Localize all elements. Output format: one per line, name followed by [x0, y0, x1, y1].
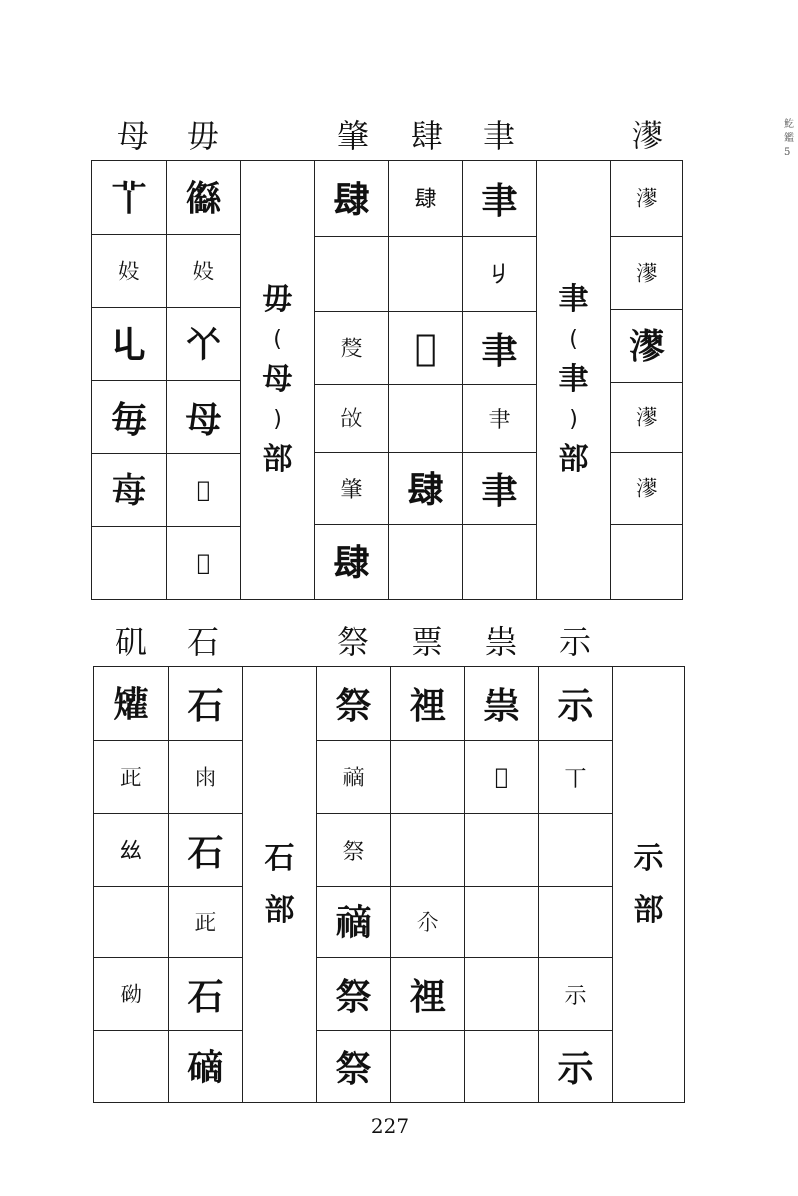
glyph-cell: 𤁸 — [635, 187, 658, 212]
radical-label: 示 部 — [633, 840, 664, 928]
glyph-cell-empty — [389, 384, 462, 452]
glyph-cell: 𨦿 — [389, 311, 462, 384]
glyph-cell-empty — [94, 886, 168, 957]
glyph-cell: 𥑑 — [94, 957, 168, 1030]
column-ji — [94, 667, 168, 1102]
glyph-cell: 𤁸 — [611, 382, 682, 452]
radical-label: 聿 ( 聿 ) 部 — [558, 282, 589, 477]
column-wu — [166, 161, 240, 599]
glyph-cell: 𥐓 — [112, 684, 149, 726]
header-mu: 母 — [116, 117, 149, 155]
glyph-cell: 𠀢 — [94, 740, 168, 813]
glyph-cell-empty — [463, 524, 536, 599]
header-sui: 祟 — [484, 623, 517, 661]
glyph-cell-empty — [315, 236, 388, 311]
glyph-cell-empty — [92, 526, 166, 599]
glyph-cell: 示 — [539, 957, 612, 1030]
glyph-cell: 𤁸 — [611, 452, 682, 524]
glyph-cell: 𢖟 — [185, 178, 222, 220]
radical-column-wu-mu — [240, 161, 314, 599]
header-zhao: 肇 — [336, 117, 369, 155]
column-shi2 — [538, 667, 612, 1102]
column-shi — [168, 667, 242, 1102]
glyph-cell: 𡚾 — [167, 234, 240, 307]
glyph-cell: 𥚃 — [391, 957, 464, 1030]
header-piao: 票 — [410, 623, 443, 661]
header-last: 𤁸 — [630, 117, 663, 155]
glyph-cell: 𨽸 — [414, 187, 437, 212]
header-ji2: 祭 — [336, 623, 369, 661]
glyph-cell: 祭 — [317, 813, 390, 886]
glyph-cell: 示 — [539, 1030, 612, 1102]
glyph-cell: 𠂈 — [463, 236, 536, 311]
glyph-cell: 聿 — [481, 181, 518, 222]
glyph-cell: 聿 — [463, 311, 536, 384]
column-mu — [92, 161, 166, 599]
column-last — [610, 161, 682, 599]
glyph-cell: 祭 — [335, 686, 372, 727]
glyph-cell-empty — [465, 813, 538, 886]
glyph-cell: 𢒅 — [167, 526, 240, 599]
glyph-cell: 𥛚 — [317, 740, 390, 813]
glyph-cell: 𥛚 — [317, 886, 390, 957]
glyph-cell: 祭 — [317, 1030, 390, 1102]
bottom-character-table — [93, 666, 685, 1103]
radical-label: 石 部 — [264, 840, 295, 928]
glyph-cell: 𨽸 — [315, 524, 388, 599]
glyph-cell: 𡭗 — [391, 886, 464, 957]
edge-mark: 鑑 — [784, 133, 794, 144]
glyph-cell-empty — [389, 524, 462, 599]
glyph-cell: 石 — [169, 957, 242, 1030]
glyph-cell: 𠀢 — [169, 886, 242, 957]
top-character-table — [91, 160, 683, 600]
glyph-cell-empty — [391, 813, 464, 886]
column-ji2 — [316, 667, 390, 1102]
glyph-cell: 𠁥 — [167, 307, 240, 380]
edge-mark: 5 — [784, 147, 791, 158]
glyph-cell-empty — [465, 957, 538, 1030]
glyph-cell-empty — [465, 1030, 538, 1102]
glyph-cell: 𠃏 — [92, 307, 166, 380]
glyph-cell: 𣫭 — [92, 453, 166, 526]
header-ji: 矶 — [114, 623, 147, 661]
glyph-cell: 祭 — [317, 957, 390, 1030]
glyph-cell: 石 — [169, 813, 242, 886]
glyph-cell: 𤁸 — [611, 309, 682, 382]
column-yu — [462, 161, 536, 599]
glyph-cell: 丅 — [539, 740, 612, 813]
header-wu: 毋 — [186, 117, 219, 155]
glyph-cell: 𥚃 — [409, 686, 446, 727]
glyph-cell-empty — [539, 813, 612, 886]
radical-column-shi2 — [612, 667, 684, 1102]
header-shi: 石 — [186, 623, 219, 661]
glyph-cell: 𦫳 — [110, 178, 147, 220]
glyph-cell-empty — [611, 524, 682, 599]
radical-label: 毋 ( 母 ) 部 — [262, 282, 293, 477]
glyph-cell-empty — [391, 740, 464, 813]
glyph-cell: 𦘒 — [463, 384, 536, 452]
glyph-cell: 𤁸 — [611, 236, 682, 309]
header-yu: 聿 — [482, 117, 515, 155]
glyph-cell: 母 — [167, 380, 240, 453]
glyph-cell: 𨽸 — [389, 452, 462, 524]
glyph-cell: 𢆶 — [94, 813, 168, 886]
glyph-cell: 𠕒 — [169, 740, 242, 813]
edge-mark: 䰴 — [784, 119, 794, 130]
header-shi2: 示 — [558, 623, 591, 661]
glyph-cell-empty — [389, 236, 462, 311]
glyph-cell: 𥕐 — [169, 1030, 242, 1102]
glyph-cell: 示 — [557, 686, 594, 727]
glyph-cell: 石 — [187, 686, 224, 727]
glyph-cell-empty — [539, 886, 612, 957]
header-si: 肆 — [410, 117, 443, 155]
glyph-cell-empty — [94, 1030, 168, 1102]
glyph-cell-empty — [391, 1030, 464, 1102]
glyph-cell: 祟 — [483, 686, 520, 727]
radical-column-shi — [242, 667, 316, 1102]
glyph-cell-empty — [465, 886, 538, 957]
glyph-cell: 肇 — [315, 452, 388, 524]
column-piao — [390, 667, 464, 1102]
radical-column-yu — [536, 161, 610, 599]
glyph-cell: 𢼉 — [315, 384, 388, 452]
glyph-cell: 𠭰 — [315, 311, 388, 384]
page-edge-text — [784, 118, 798, 198]
glyph-cell: 𡚾 — [92, 234, 166, 307]
column-zhao — [314, 161, 388, 599]
column-sui — [464, 667, 538, 1102]
glyph-cell: 𢒅 — [167, 453, 240, 526]
glyph-cell: 𨽸 — [333, 179, 370, 221]
column-si — [388, 161, 462, 599]
glyph-cell: 毎 — [92, 380, 166, 453]
glyph-cell: 𥘹 — [465, 740, 538, 813]
glyph-cell: 聿 — [463, 452, 536, 524]
page-number: 227 — [370, 1114, 410, 1138]
